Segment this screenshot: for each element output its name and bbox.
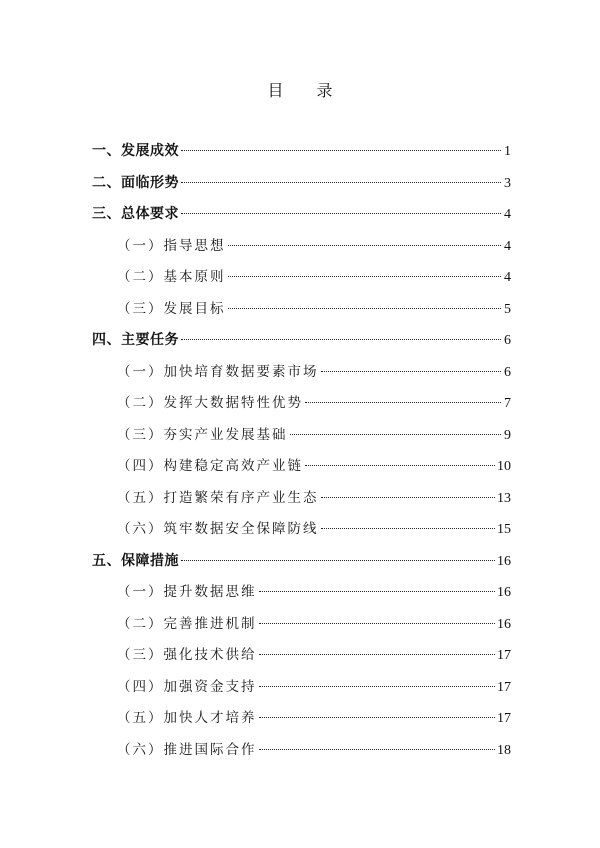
toc-entry-4-1[interactable] <box>92 362 511 394</box>
toc-entry-5-2[interactable] <box>92 614 511 646</box>
toc-entry-3-1[interactable] <box>92 236 511 268</box>
toc-page-number: 6 <box>504 364 511 380</box>
toc-entry-3-3[interactable] <box>92 299 511 331</box>
toc-entry-3-2[interactable] <box>92 267 511 299</box>
toc-entry-label: （三）强化技术供给 <box>117 647 257 663</box>
dot-leader <box>321 497 496 498</box>
dot-leader <box>259 749 496 750</box>
toc-entry-label: （二）完善推进机制 <box>117 615 257 632</box>
toc-heading: 目 录 <box>267 81 347 100</box>
toc-entry-label: （一）提升数据思维 <box>117 584 257 600</box>
toc-entry-label: （五）加快人才培养 <box>117 710 257 726</box>
toc-entry-4-5[interactable] <box>92 488 511 520</box>
toc-page-number: 17 <box>497 648 511 663</box>
toc-page-number: 1 <box>504 144 511 159</box>
toc-page-number: 5 <box>504 301 511 317</box>
toc-page-number: 6 <box>504 333 511 348</box>
toc-page-number: 17 <box>497 679 511 695</box>
dot-leader <box>290 434 502 435</box>
toc-entry-label: （二）发挥大数据特性优势 <box>117 395 303 411</box>
dot-leader <box>259 654 496 655</box>
toc-page-number: 16 <box>497 616 511 632</box>
toc-page-number: 16 <box>497 553 511 569</box>
toc-entry-label: （五）打造繁荣有序产业生态 <box>117 489 319 506</box>
dot-leader <box>305 402 501 403</box>
toc-entry-5[interactable] <box>92 551 511 583</box>
toc-entry-4-3[interactable] <box>92 425 511 457</box>
toc-page-number: 4 <box>504 270 511 285</box>
dot-leader <box>181 339 501 340</box>
table-of-contents <box>92 141 511 771</box>
toc-page-number: 16 <box>497 585 511 600</box>
toc-entry-5-1[interactable] <box>92 582 511 614</box>
toc-entry-label: （四）加强资金支持 <box>117 678 257 695</box>
toc-entry-label: （一）加快培育数据要素市场 <box>117 363 319 380</box>
dot-leader <box>181 182 501 183</box>
toc-page-number: 9 <box>504 427 511 443</box>
toc-page-number: 17 <box>497 711 511 726</box>
toc-page-number: 13 <box>497 490 511 506</box>
toc-entry-label: 一、发展成效 <box>92 143 179 159</box>
toc-entry-4-2[interactable] <box>92 393 511 425</box>
toc-page-number: 7 <box>504 396 511 411</box>
toc-page-number: 4 <box>504 207 511 222</box>
dot-leader <box>259 591 496 592</box>
toc-entry-4[interactable] <box>92 330 511 362</box>
toc-entry-label: （四）构建稳定高效产业链 <box>117 458 303 474</box>
toc-page-number: 3 <box>504 175 511 191</box>
toc-entry-4-6[interactable] <box>92 519 511 551</box>
dot-leader <box>259 717 496 718</box>
dot-leader <box>181 213 501 214</box>
toc-entry-2[interactable] <box>92 173 511 205</box>
toc-entry-label: （三）夯实产业发展基础 <box>117 426 288 443</box>
toc-entry-4-4[interactable] <box>92 456 511 488</box>
dot-leader <box>181 150 501 151</box>
toc-entry-5-5[interactable] <box>92 708 511 740</box>
toc-entry-label: 五、保障措施 <box>92 552 179 569</box>
toc-page-number: 10 <box>497 459 511 474</box>
toc-entry-label: （一）指导思想 <box>117 237 226 254</box>
toc-page-number: 18 <box>497 742 511 758</box>
toc-page-number: 15 <box>497 522 511 537</box>
toc-entry-label: 二、面临形势 <box>92 174 179 191</box>
toc-entry-5-3[interactable] <box>92 645 511 677</box>
dot-leader <box>259 623 496 624</box>
toc-entry-5-4[interactable] <box>92 677 511 709</box>
dot-leader <box>321 371 502 372</box>
toc-entry-label: （六）筑牢数据安全保障防线 <box>117 521 319 537</box>
dot-leader <box>228 276 502 277</box>
toc-page-number: 4 <box>504 238 511 254</box>
dot-leader <box>181 560 495 561</box>
toc-entry-5-6[interactable] <box>92 740 511 772</box>
dot-leader <box>228 245 502 246</box>
dot-leader <box>321 528 496 529</box>
toc-entry-label: （六）推进国际合作 <box>117 741 257 758</box>
toc-entry-label: 三、总体要求 <box>92 206 179 222</box>
dot-leader <box>305 465 495 466</box>
toc-entry-label: 四、主要任务 <box>92 332 179 348</box>
dot-leader <box>259 686 496 687</box>
toc-entry-label: （三）发展目标 <box>117 300 226 317</box>
dot-leader <box>228 308 502 309</box>
toc-entry-label: （二）基本原则 <box>117 269 226 285</box>
toc-entry-1[interactable] <box>92 141 511 173</box>
toc-entry-3[interactable] <box>92 204 511 236</box>
